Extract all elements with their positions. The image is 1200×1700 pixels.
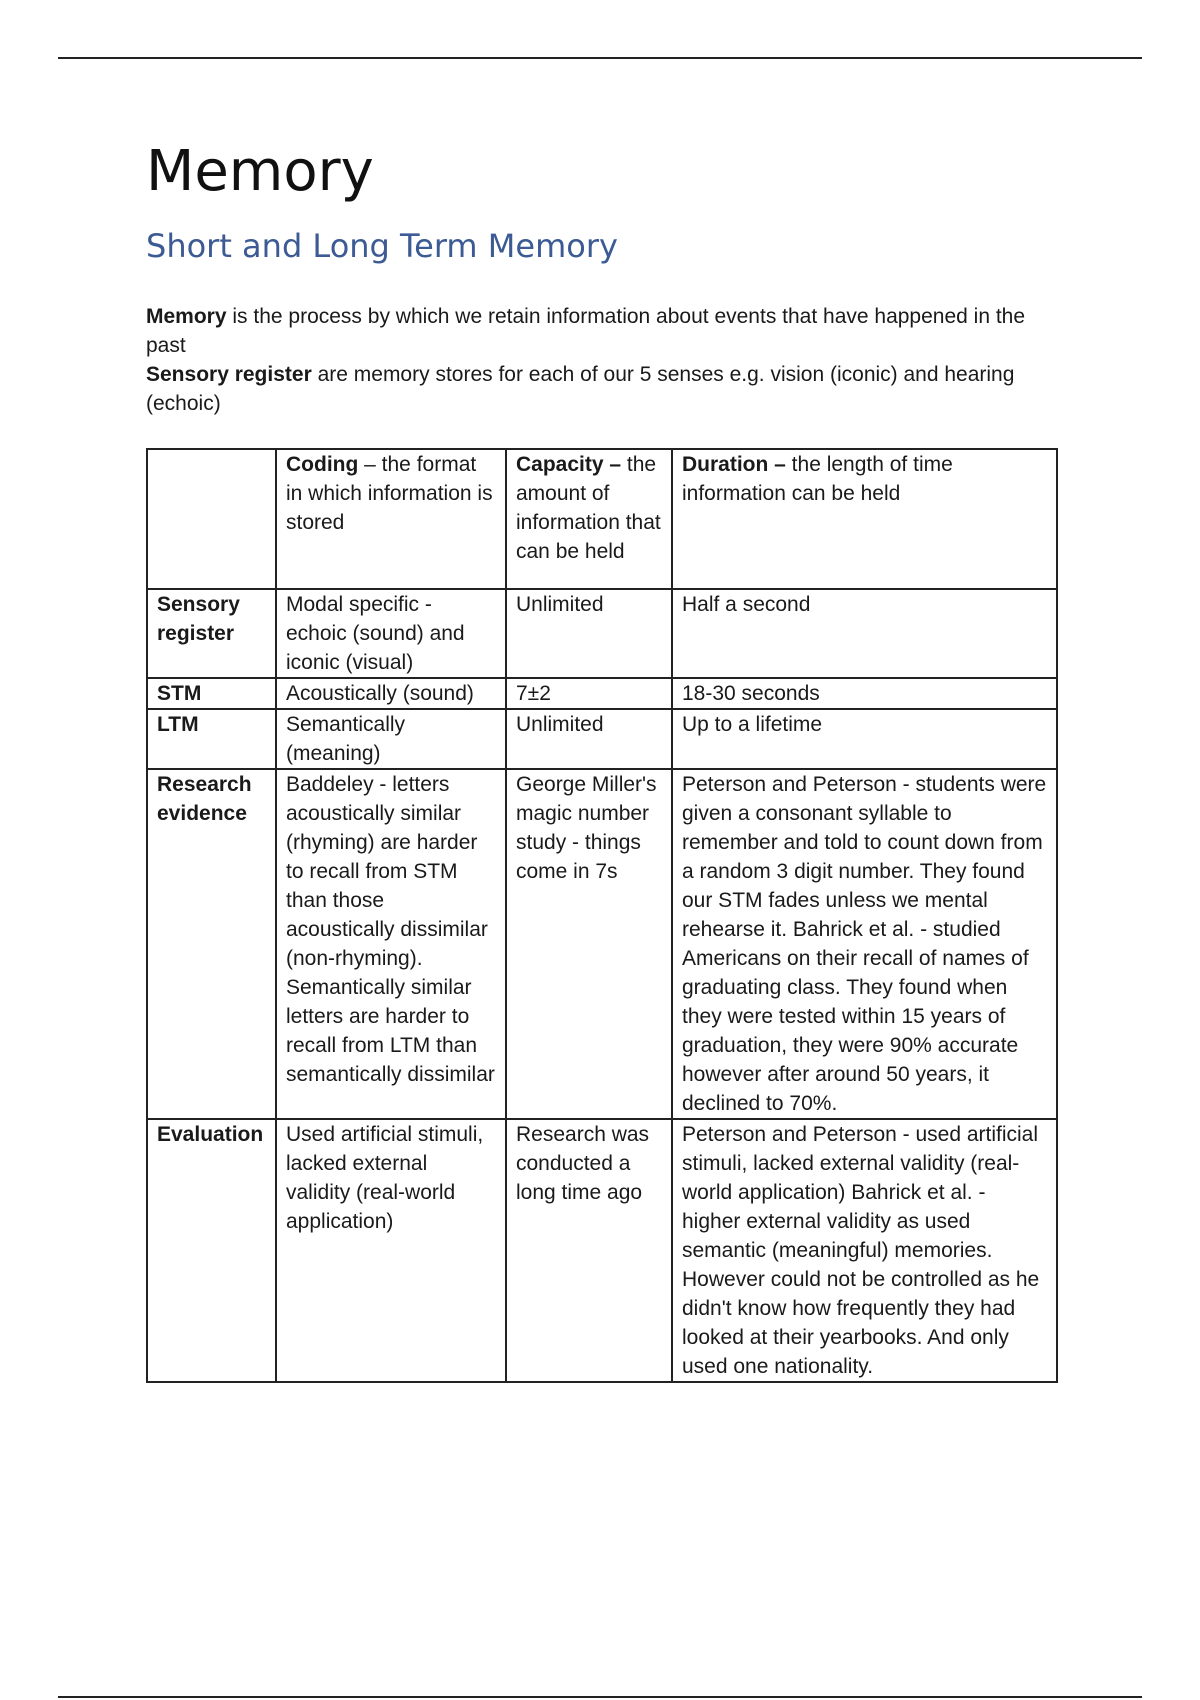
header-text: the length of time information can be held	[682, 452, 953, 505]
memory-comparison-table	[146, 448, 1058, 1383]
definition-memory	[146, 302, 1056, 360]
row-label: Evaluation	[147, 1119, 276, 1382]
table-cell: Used artificial stimuli, lacked external validity (real-world application)	[276, 1119, 506, 1382]
table-cell: Peterson and Peterson - used artificial stimuli, lacked external validity (real-world application) Bahrick et al. - higher external validity as used semantic (meaningful) memories. However could not be controlled as he didn't know how frequently they had looked at their yearbooks. And only used one nationality.	[672, 1119, 1057, 1382]
table-cell: 7±2	[506, 678, 672, 709]
table-cell: Acoustically (sound)	[276, 678, 506, 709]
header-cell-empty	[147, 449, 276, 589]
table-cell: Up to a lifetime	[672, 709, 1057, 769]
row-label: Sensory register	[147, 589, 276, 678]
footer-rule	[58, 1696, 1142, 1698]
page-title: Memory	[146, 139, 374, 204]
definition-term: Sensory register	[146, 362, 312, 386]
header-text: – the format in which information is stored	[286, 452, 493, 534]
table-cell: Unlimited	[506, 589, 672, 678]
row-label: Research evidence	[147, 769, 276, 1119]
table-cell: 18-30 seconds	[672, 678, 1057, 709]
header-term: Coding	[286, 452, 359, 476]
definition-text: are memory stores for each of our 5 senses e.g. vision (iconic) and hearing (echoic)	[146, 362, 1015, 415]
header-text: the amount of information that can be held	[516, 452, 661, 563]
definition-sensory-register	[146, 360, 1056, 418]
header-cell-duration	[672, 449, 1057, 589]
header-term: Duration –	[682, 452, 786, 476]
table-cell: Research was conducted a long time ago	[506, 1119, 672, 1382]
section-heading: Short and Long Term Memory	[146, 227, 618, 266]
table-row	[147, 769, 1057, 1119]
header-term: Capacity –	[516, 452, 622, 476]
intro-definitions	[146, 302, 1056, 418]
row-label: STM	[147, 678, 276, 709]
table-row	[147, 589, 1057, 678]
table-cell: Peterson and Peterson - students were given a consonant syllable to remember and told to count down from a random 3 digit number. They found our STM fades unless we mental rehearse it. Bahrick et al. - studied Americans on their recall of names of graduating class. They found when they were tested within 15 years of graduation, they were 90% accurate however after around 50 years, it declined to 70%.	[672, 769, 1057, 1119]
document-body	[146, 138, 1056, 1383]
table-cell: Half a second	[672, 589, 1057, 678]
table-header-row	[147, 449, 1057, 589]
table-row	[147, 678, 1057, 709]
table-row	[147, 709, 1057, 769]
header-cell-capacity	[506, 449, 672, 589]
table-cell: Baddeley - letters acoustically similar (rhyming) are harder to recall from STM than those acoustically dissimilar (non-rhyming). Semantically similar letters are harder to recall from LTM than semantically dissimilar	[276, 769, 506, 1119]
definition-text: is the process by which we retain information about events that have happened in the past	[146, 304, 1026, 357]
header-cell-coding	[276, 449, 506, 589]
definition-term: Memory	[146, 304, 227, 328]
table-cell: Unlimited	[506, 709, 672, 769]
table-cell: Semantically (meaning)	[276, 709, 506, 769]
row-label: LTM	[147, 709, 276, 769]
table-cell: Modal specific - echoic (sound) and iconic (visual)	[276, 589, 506, 678]
table-cell: George Miller's magic number study - things come in 7s	[506, 769, 672, 1119]
header-rule	[58, 57, 1142, 59]
table-row	[147, 1119, 1057, 1382]
